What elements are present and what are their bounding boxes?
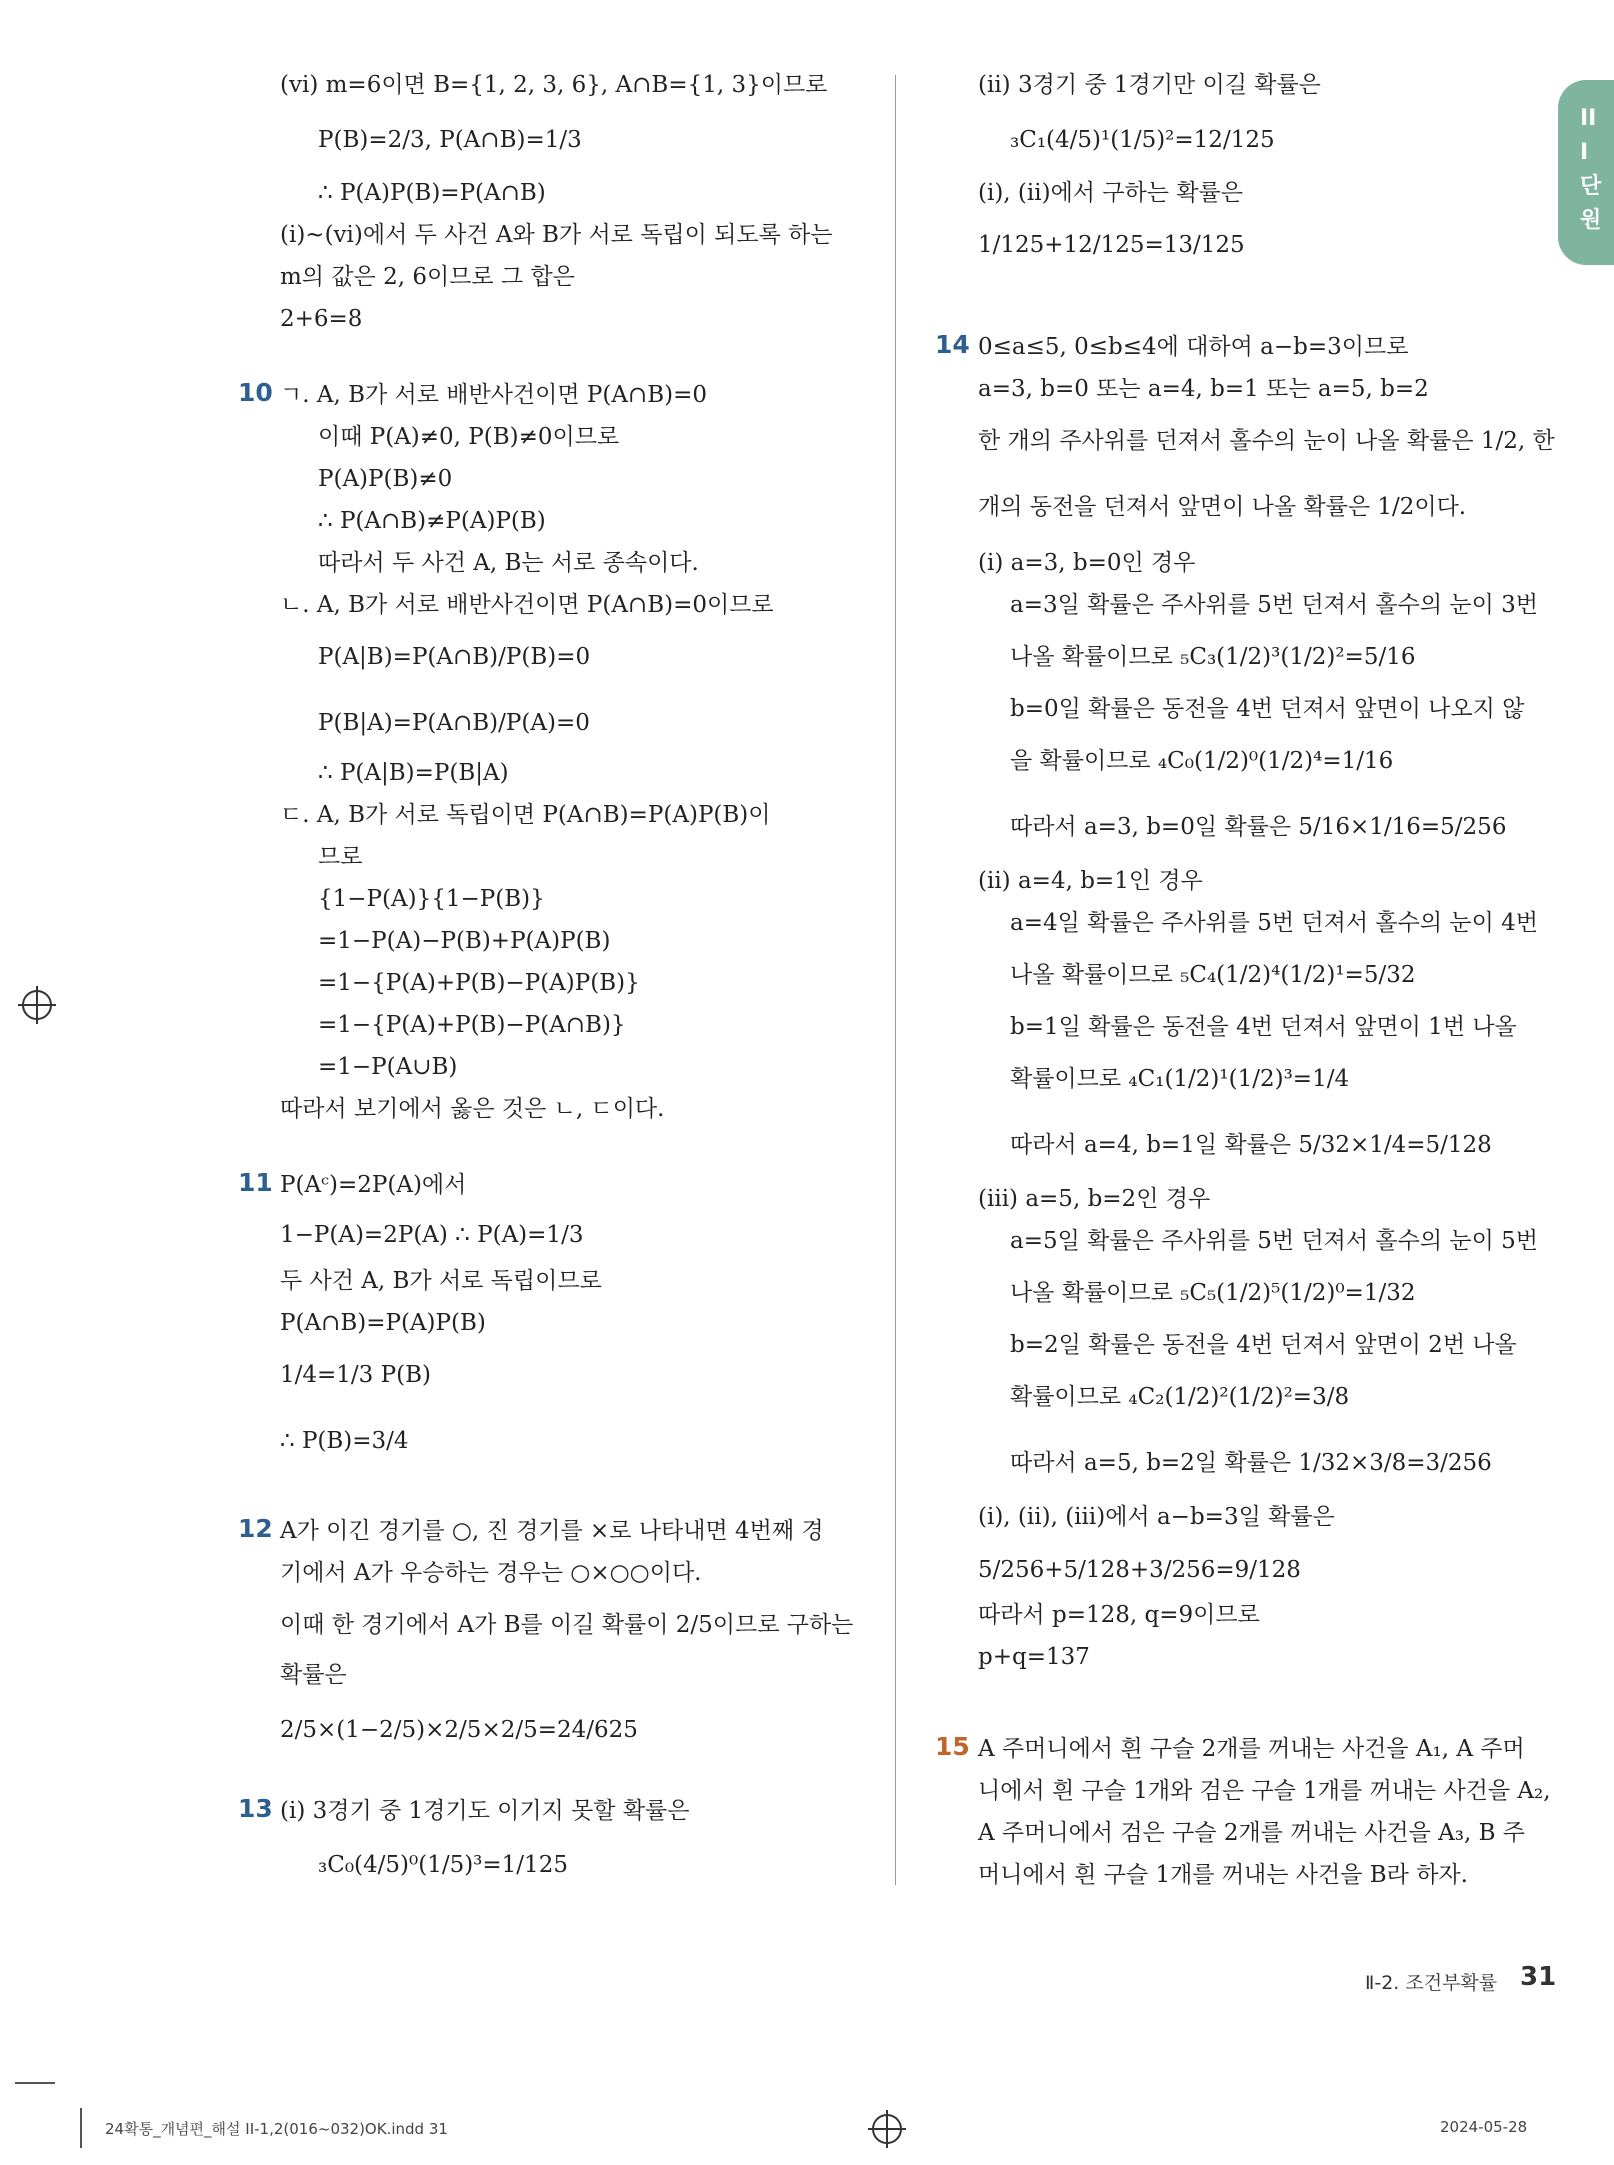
text-line: {1−P(A)}{1−P(B)} (318, 886, 545, 912)
text-line: 따라서 p=128, q=9이므로 (978, 1602, 1260, 1628)
text-line: ∴ P(A∩B)≠P(A)P(B) (318, 508, 546, 534)
text-line: (ⅰ) a=3, b=0인 경우 (978, 550, 1196, 576)
registration-mark-left (22, 990, 52, 1020)
text-line: (ⅲ) a=5, b=2인 경우 (978, 1186, 1211, 1212)
text-line: p+q=137 (978, 1644, 1090, 1670)
text-line: 0≤a≤5, 0≤b≤4에 대하여 a−b=3이므로 (978, 334, 1409, 360)
text-line: 1−P(A)=2P(A) ∴ P(A)=1/3 (280, 1222, 584, 1248)
text-line: (ⅱ) a=4, b=1인 경우 (978, 868, 1203, 894)
text-line: 을 확률이므로 ₄C₀(1/2)⁰(1/2)⁴=1/16 (1010, 748, 1394, 774)
text-line: 따라서 두 사건 A, B는 서로 종속이다. (318, 550, 699, 576)
text-line: ₃C₁(4/5)¹(1/5)²=12/125 (1010, 127, 1275, 153)
text-line: 이때 한 경기에서 A가 B를 이길 확률이 2/5이므로 구하는 (280, 1612, 854, 1638)
text-line: ∴ P(A|B)=P(B|A) (318, 760, 509, 786)
text-line: =1−P(A∪B) (318, 1054, 458, 1080)
text-line: b=2일 확률은 동전을 4번 던져서 앞면이 2번 나올 (1010, 1332, 1517, 1358)
text-line: (ⅰ), (ⅱ), (ⅲ)에서 a−b=3일 확률은 (978, 1504, 1335, 1530)
text-line: 5/256+5/128+3/256=9/128 (978, 1557, 1301, 1583)
text-line: ∴ P(A)P(B)=P(A∩B) (318, 180, 546, 206)
text-line: a=3일 확률은 주사위를 5번 던져서 홀수의 눈이 3번 (1010, 592, 1538, 618)
registration-mark-bottom (872, 2114, 902, 2144)
text-line: P(B)=2/3, P(A∩B)=1/3 (318, 127, 582, 153)
text-line: A 주머니에서 검은 구슬 2개를 꺼내는 사건을 A₃, B 주 (978, 1820, 1526, 1846)
text-line: (ⅵ) m=6이면 B={1, 2, 3, 6}, A∩B={1, 3}이므로 (280, 72, 828, 98)
text-line: ㄴ. A, B가 서로 배반사건이면 P(A∩B)=0이므로 (280, 592, 774, 618)
text-line: 나올 확률이므로 ₅C₄(1/2)⁴(1/2)¹=5/32 (1010, 962, 1416, 988)
text-line: 개의 동전을 던져서 앞면이 나올 확률은 1/2이다. (978, 494, 1467, 520)
print-date: 2024-05-28 (1440, 2118, 1528, 2136)
text-line: 따라서 a=4, b=1일 확률은 5/32×1/4=5/128 (1010, 1132, 1492, 1158)
text-line: ∴ P(B)=3/4 (280, 1428, 409, 1454)
text-line: 두 사건 A, B가 서로 독립이므로 (280, 1268, 602, 1294)
text-line: 므로 (318, 844, 363, 870)
problem-number-10: 10 (238, 378, 273, 407)
text-line: m의 값은 2, 6이므로 그 합은 (280, 264, 575, 290)
text-line: a=5일 확률은 주사위를 5번 던져서 홀수의 눈이 5번 (1010, 1228, 1538, 1254)
text-line: A가 이긴 경기를 ○, 진 경기를 ×로 나타내면 4번째 경 (280, 1518, 824, 1544)
text-line: P(A)P(B)≠0 (318, 466, 453, 492)
problem-number-15: 15 (935, 1732, 970, 1761)
text-line: a=4일 확률은 주사위를 5번 던져서 홀수의 눈이 4번 (1010, 910, 1538, 936)
text-line: ₃C₀(4/5)⁰(1/5)³=1/125 (318, 1852, 568, 1878)
text-line: =1−P(A)−P(B)+P(A)P(B) (318, 928, 611, 954)
print-file-name: 24확통_개념편_해설 II-1,2(016~032)OK.indd 31 (105, 2120, 448, 2138)
crop-mark (15, 2082, 55, 2084)
text-line: 따라서 a=3, b=0일 확률은 5/16×1/16=5/256 (1010, 814, 1507, 840)
text-line: =1−{P(A)+P(B)−P(A∩B)} (318, 1012, 626, 1038)
crop-mark (80, 2108, 82, 2148)
text-line: b=1일 확률은 동전을 4번 던져서 앞면이 1번 나올 (1010, 1014, 1517, 1040)
text-line: ㄱ. A, B가 서로 배반사건이면 P(A∩B)=0 (280, 382, 707, 408)
text-line: 1/4=1/3 P(B) (280, 1362, 431, 1388)
text-line: (ⅰ) 3경기 중 1경기도 이기지 못할 확률은 (280, 1798, 690, 1824)
text-line: 한 개의 주사위를 던져서 홀수의 눈이 나올 확률은 1/2, 한 (978, 428, 1555, 454)
text-line: 머니에서 흰 구슬 1개를 꺼내는 사건을 B라 하자. (978, 1862, 1468, 1888)
text-line: (ⅰ)~(ⅵ)에서 두 사건 A와 B가 서로 독립이 되도록 하는 (280, 222, 833, 248)
footer-section-title: Ⅱ-2. 조건부확률 (1365, 1972, 1498, 1994)
text-line: 기에서 A가 우승하는 경우는 ○×○○이다. (280, 1560, 702, 1586)
text-line: 2+6=8 (280, 306, 363, 332)
text-line: a=3, b=0 또는 a=4, b=1 또는 a=5, b=2 (978, 376, 1429, 402)
text-line: b=0일 확률은 동전을 4번 던져서 앞면이 나오지 않 (1010, 696, 1525, 722)
text-line: 나올 확률이므로 ₅C₅(1/2)⁵(1/2)⁰=1/32 (1010, 1280, 1416, 1306)
text-line: P(Aᶜ)=2P(A)에서 (280, 1172, 467, 1198)
problem-number-12: 12 (238, 1514, 273, 1543)
text-line: 1/125+12/125=13/125 (978, 232, 1245, 258)
text-line: P(A∩B)=P(A)P(B) (280, 1310, 486, 1336)
text-line: 따라서 보기에서 옳은 것은 ㄴ, ㄷ이다. (280, 1096, 665, 1122)
text-line: 확률이므로 ₄C₂(1/2)²(1/2)²=3/8 (1010, 1384, 1350, 1410)
problem-number-14: 14 (935, 330, 970, 359)
text-line: P(A|B)=P(A∩B)/P(B)=0 (318, 644, 591, 670)
text-line: =1−{P(A)+P(B)−P(A)P(B)} (318, 970, 640, 996)
text-line: 따라서 a=5, b=2일 확률은 1/32×3/8=3/256 (1010, 1450, 1492, 1476)
text-line: ㄷ. A, B가 서로 독립이면 P(A∩B)=P(A)P(B)이 (280, 802, 771, 828)
text-line: 확률은 (280, 1662, 347, 1688)
text-line: 나올 확률이므로 ₅C₃(1/2)³(1/2)²=5/16 (1010, 644, 1416, 670)
text-line: (ⅰ), (ⅱ)에서 구하는 확률은 (978, 180, 1243, 206)
problem-number-13: 13 (238, 1794, 273, 1823)
text-line: 확률이므로 ₄C₁(1/2)¹(1/2)³=1/4 (1010, 1066, 1350, 1092)
text-line: 니에서 흰 구슬 1개와 검은 구슬 1개를 꺼내는 사건을 A₂, (978, 1778, 1551, 1804)
side-chapter-tab (1558, 80, 1614, 265)
side-tab-label: III단원 (1580, 106, 1602, 233)
column-divider (895, 75, 896, 1885)
text-line: P(B|A)=P(A∩B)/P(A)=0 (318, 710, 590, 736)
text-line: (ⅱ) 3경기 중 1경기만 이길 확률은 (978, 72, 1321, 98)
text-line: 이때 P(A)≠0, P(B)≠0이므로 (318, 424, 620, 450)
text-line: A 주머니에서 흰 구슬 2개를 꺼내는 사건을 A₁, A 주머 (978, 1736, 1525, 1762)
problem-number-11: 11 (238, 1168, 273, 1197)
text-line: 2/5×(1−2/5)×2/5×2/5=24/625 (280, 1717, 638, 1743)
footer-page-number: 31 (1520, 1962, 1557, 1992)
